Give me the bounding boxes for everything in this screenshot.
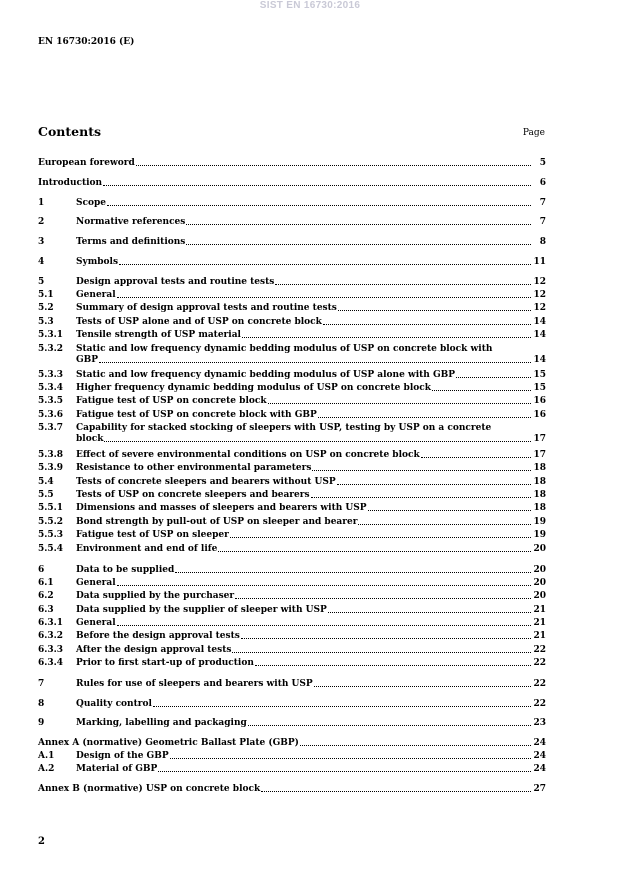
dot-leader [275,283,531,285]
toc-entry-page: 16 [533,410,546,420]
dot-leader [314,685,531,687]
toc-entry-page: 22 [533,645,546,655]
dot-leader [117,296,531,298]
toc-entry-page: 22 [533,699,546,709]
toc-entry-page: 19 [533,517,546,527]
toc-entry-number: 5.5.2 [38,517,64,527]
toc-entry-number: 5.4 [38,477,54,487]
toc-entry-page: 19 [533,530,546,540]
toc-entry-title: Quality control [76,699,152,709]
toc-entry-title: Tensile strength of USP material [76,330,241,340]
toc-entry-number: 5.3.4 [38,383,64,393]
toc-entry-page: 21 [533,605,546,615]
toc-entry-page: 20 [533,591,546,601]
toc-entry-title: Effect of severe environmental conditions on USP on concrete block [76,450,420,460]
toc-entry-title: Environment and end of life [76,544,218,554]
dot-leader [432,389,531,391]
toc-entry-number: 5.3.1 [38,330,64,340]
dot-leader [456,376,531,378]
toc-entry-page: 17 [533,434,546,444]
toc-entry-number: 5.1 [38,290,54,300]
toc-entry-title: Resistance to other environmental parameters [76,463,312,473]
toc-entry-page: 20 [533,565,546,575]
toc-entry-page: 7 [539,198,546,208]
toc-entry-number: 6.2 [38,591,54,601]
toc-entry-number: 6.1 [38,578,54,588]
toc-entry-page: 14 [533,317,546,327]
toc-entry-title: Tests of USP on concrete sleepers and bearers [76,490,310,500]
toc-entry-page: 7 [539,217,546,227]
toc-entry-page: 12 [533,277,546,287]
toc-entry-number: 5.2 [38,303,54,313]
toc-entry-page: 16 [533,396,546,406]
toc-entry-title: Static and low frequency dynamic bedding modulus of USP alone with GBP [76,370,456,380]
toc-entry-title: block [76,434,104,444]
toc-entry-title: Data to be supplied [76,565,175,575]
toc-entry-title: Summary of design approval tests and routine tests [76,303,337,313]
dot-leader [103,184,531,186]
toc-entry-page: 14 [533,330,546,340]
toc-entry-title: General [76,578,116,588]
page-column-label: Page [522,128,545,138]
toc-entry-page: 5 [539,158,546,168]
dot-leader [235,597,531,599]
toc-entry-page: 23 [533,718,546,728]
toc-entry-page: 21 [533,618,546,628]
toc-entry-title: Material of GBP [76,764,158,774]
toc-entry-page: 8 [539,237,546,247]
toc-entry-title: Dimensions and masses of sleepers and bearers with USP [76,503,367,513]
toc-entry-title: Symbols [76,257,119,267]
dot-leader [230,536,531,538]
toc-entry-page: 6 [539,178,546,188]
toc-entry-title: Higher frequency dynamic bedding modulus of USP on concrete block [76,383,431,393]
dot-leader [255,664,531,666]
toc-entry-page: 24 [533,764,546,774]
toc-entry-page: 21 [533,631,546,641]
toc-entry-title: Terms and definitions [76,237,186,247]
toc-entry-page: 24 [533,738,546,748]
dot-leader [261,790,531,792]
toc-entry-title: Annex B (normative) USP on concrete block [38,784,261,794]
dot-leader [368,509,531,511]
toc-entry-number: 6.3.3 [38,645,64,655]
toc-entry-number: 5.3 [38,317,54,327]
toc-entry-title: Tests of USP alone and of USP on concrete block [76,317,322,327]
toc-entry-title: Fatigue test of USP on concrete block with GBP [76,410,317,420]
toc-entry-title: Scope [76,198,107,208]
dot-leader [241,637,531,639]
toc-entry-number: 5 [38,277,45,287]
toc-entry-title: Annex A (normative) Geometric Ballast Plate (GBP) [38,738,299,748]
dot-leader [117,584,531,586]
toc-entry-title: General [76,290,116,300]
toc-entry-page: 11 [533,257,546,267]
toc-entry-number: 6.3.1 [38,618,64,628]
toc-entry-number: 2 [38,217,45,227]
dot-leader [328,611,531,613]
dot-leader [337,483,531,485]
toc-entry-number: 4 [38,257,45,267]
dot-leader [312,469,531,471]
dot-leader [104,440,531,442]
dot-leader [338,309,531,311]
toc-entry-page: 15 [533,370,546,380]
toc-entry-number: 5.5.1 [38,503,64,513]
toc-entry-number: 9 [38,718,45,728]
toc-entry-page: 18 [533,463,546,473]
dot-leader [421,456,531,458]
dot-leader [186,223,531,225]
toc-entry-title: Data supplied by the purchaser [76,591,235,601]
toc-entry-title: After the design approval tests [76,645,232,655]
toc-entry-title: Data supplied by the supplier of sleeper with USP [76,605,327,615]
toc-entry-title: Static and low frequency dynamic bedding modulus of USP on concrete block with [76,344,493,354]
page-number: 2 [38,836,45,847]
dot-leader [300,744,531,746]
toc-entry-number: 5.3.7 [38,423,64,433]
toc-entry-title: Bond strength by pull-out of USP on sleeper and bearer [76,517,358,527]
dot-leader [311,496,531,498]
toc-entry-title: Introduction [38,178,103,188]
dot-leader [242,336,531,338]
toc-entry-title: Marking, labelling and packaging [76,718,247,728]
toc-entry-page: 22 [533,679,546,689]
toc-entry-title: Design of the GBP [76,751,169,761]
dot-leader [186,243,531,245]
toc-entry-number: 5.3.9 [38,463,64,473]
toc-entry-number: 3 [38,237,45,247]
toc-entry-title: Before the design approval tests [76,631,240,641]
toc-entry-page: 20 [533,578,546,588]
dot-leader [175,571,531,573]
toc-entry-page: 14 [533,355,546,365]
dot-leader [158,770,531,772]
toc-entry-page: 12 [533,290,546,300]
toc-entry-title: European foreword [38,158,135,168]
toc-entry-title: General [76,618,116,628]
toc-entry-page: 12 [533,303,546,313]
toc-entry-number: 5.3.8 [38,450,64,460]
toc-entry-number: A.2 [38,764,55,774]
toc-entry-page: 15 [533,383,546,393]
toc-entry-page: 24 [533,751,546,761]
dot-leader [99,361,531,363]
dot-leader [153,705,531,707]
toc-entry-page: 22 [533,658,546,668]
toc-entry-title: Tests of concrete sleepers and bearers without USP [76,477,336,487]
toc-entry-title: Normative references [76,217,186,227]
toc-entry-title: Design approval tests and routine tests [76,277,275,287]
toc-entry-title: Capability for stacked stocking of sleepers with USP, testing by USP on a concrete [76,423,492,433]
toc-entry-number: 5.3.3 [38,370,64,380]
dot-leader [117,624,531,626]
toc-entry-page: 20 [533,544,546,554]
toc-entry-number: 6.3.2 [38,631,64,641]
toc-entry-number: 5.5.3 [38,530,64,540]
toc-entry-title: Fatigue test of USP on sleeper [76,530,229,540]
toc-entry-number: 7 [38,679,45,689]
toc-entry-title: Fatigue test of USP on concrete block [76,396,267,406]
toc-entry-number: 6.3 [38,605,54,615]
document-id: EN 16730:2016 (E) [38,37,135,47]
toc-entry-number: 8 [38,699,45,709]
dot-leader [268,402,531,404]
toc-entry-page: 18 [533,477,546,487]
toc-entry-number: 6 [38,565,45,575]
dot-leader [248,724,531,726]
toc-entry-page: 18 [533,503,546,513]
dot-leader [323,323,531,325]
dot-leader [358,523,531,525]
toc-entry-number: 5.3.6 [38,410,64,420]
dot-leader [318,416,531,418]
contents-heading: Contents [38,124,102,139]
toc-entry-number: 1 [38,198,45,208]
toc-entry-number: A.1 [38,751,55,761]
toc-entry-number: 5.5 [38,490,54,500]
toc-entry-page: 18 [533,490,546,500]
toc-entry-page: 27 [533,784,546,794]
toc-entry-number: 6.3.4 [38,658,64,668]
dot-leader [119,263,531,265]
dot-leader [107,204,531,206]
watermark: SIST EN 16730:2016 [259,0,361,11]
toc-entry-number: 5.3.5 [38,396,64,406]
dot-leader [232,651,531,653]
dot-leader [218,550,531,552]
toc-entry-number: 5.3.2 [38,344,64,354]
toc-entry-title: Rules for use of sleepers and bearers with USP [76,679,313,689]
toc-entry-title: Prior to first start-up of production [76,658,254,668]
dot-leader [170,757,531,759]
toc-entry-page: 17 [533,450,546,460]
dot-leader [136,164,531,166]
toc-entry-title: GBP [76,355,99,365]
toc-entry-number: 5.5.4 [38,544,64,554]
